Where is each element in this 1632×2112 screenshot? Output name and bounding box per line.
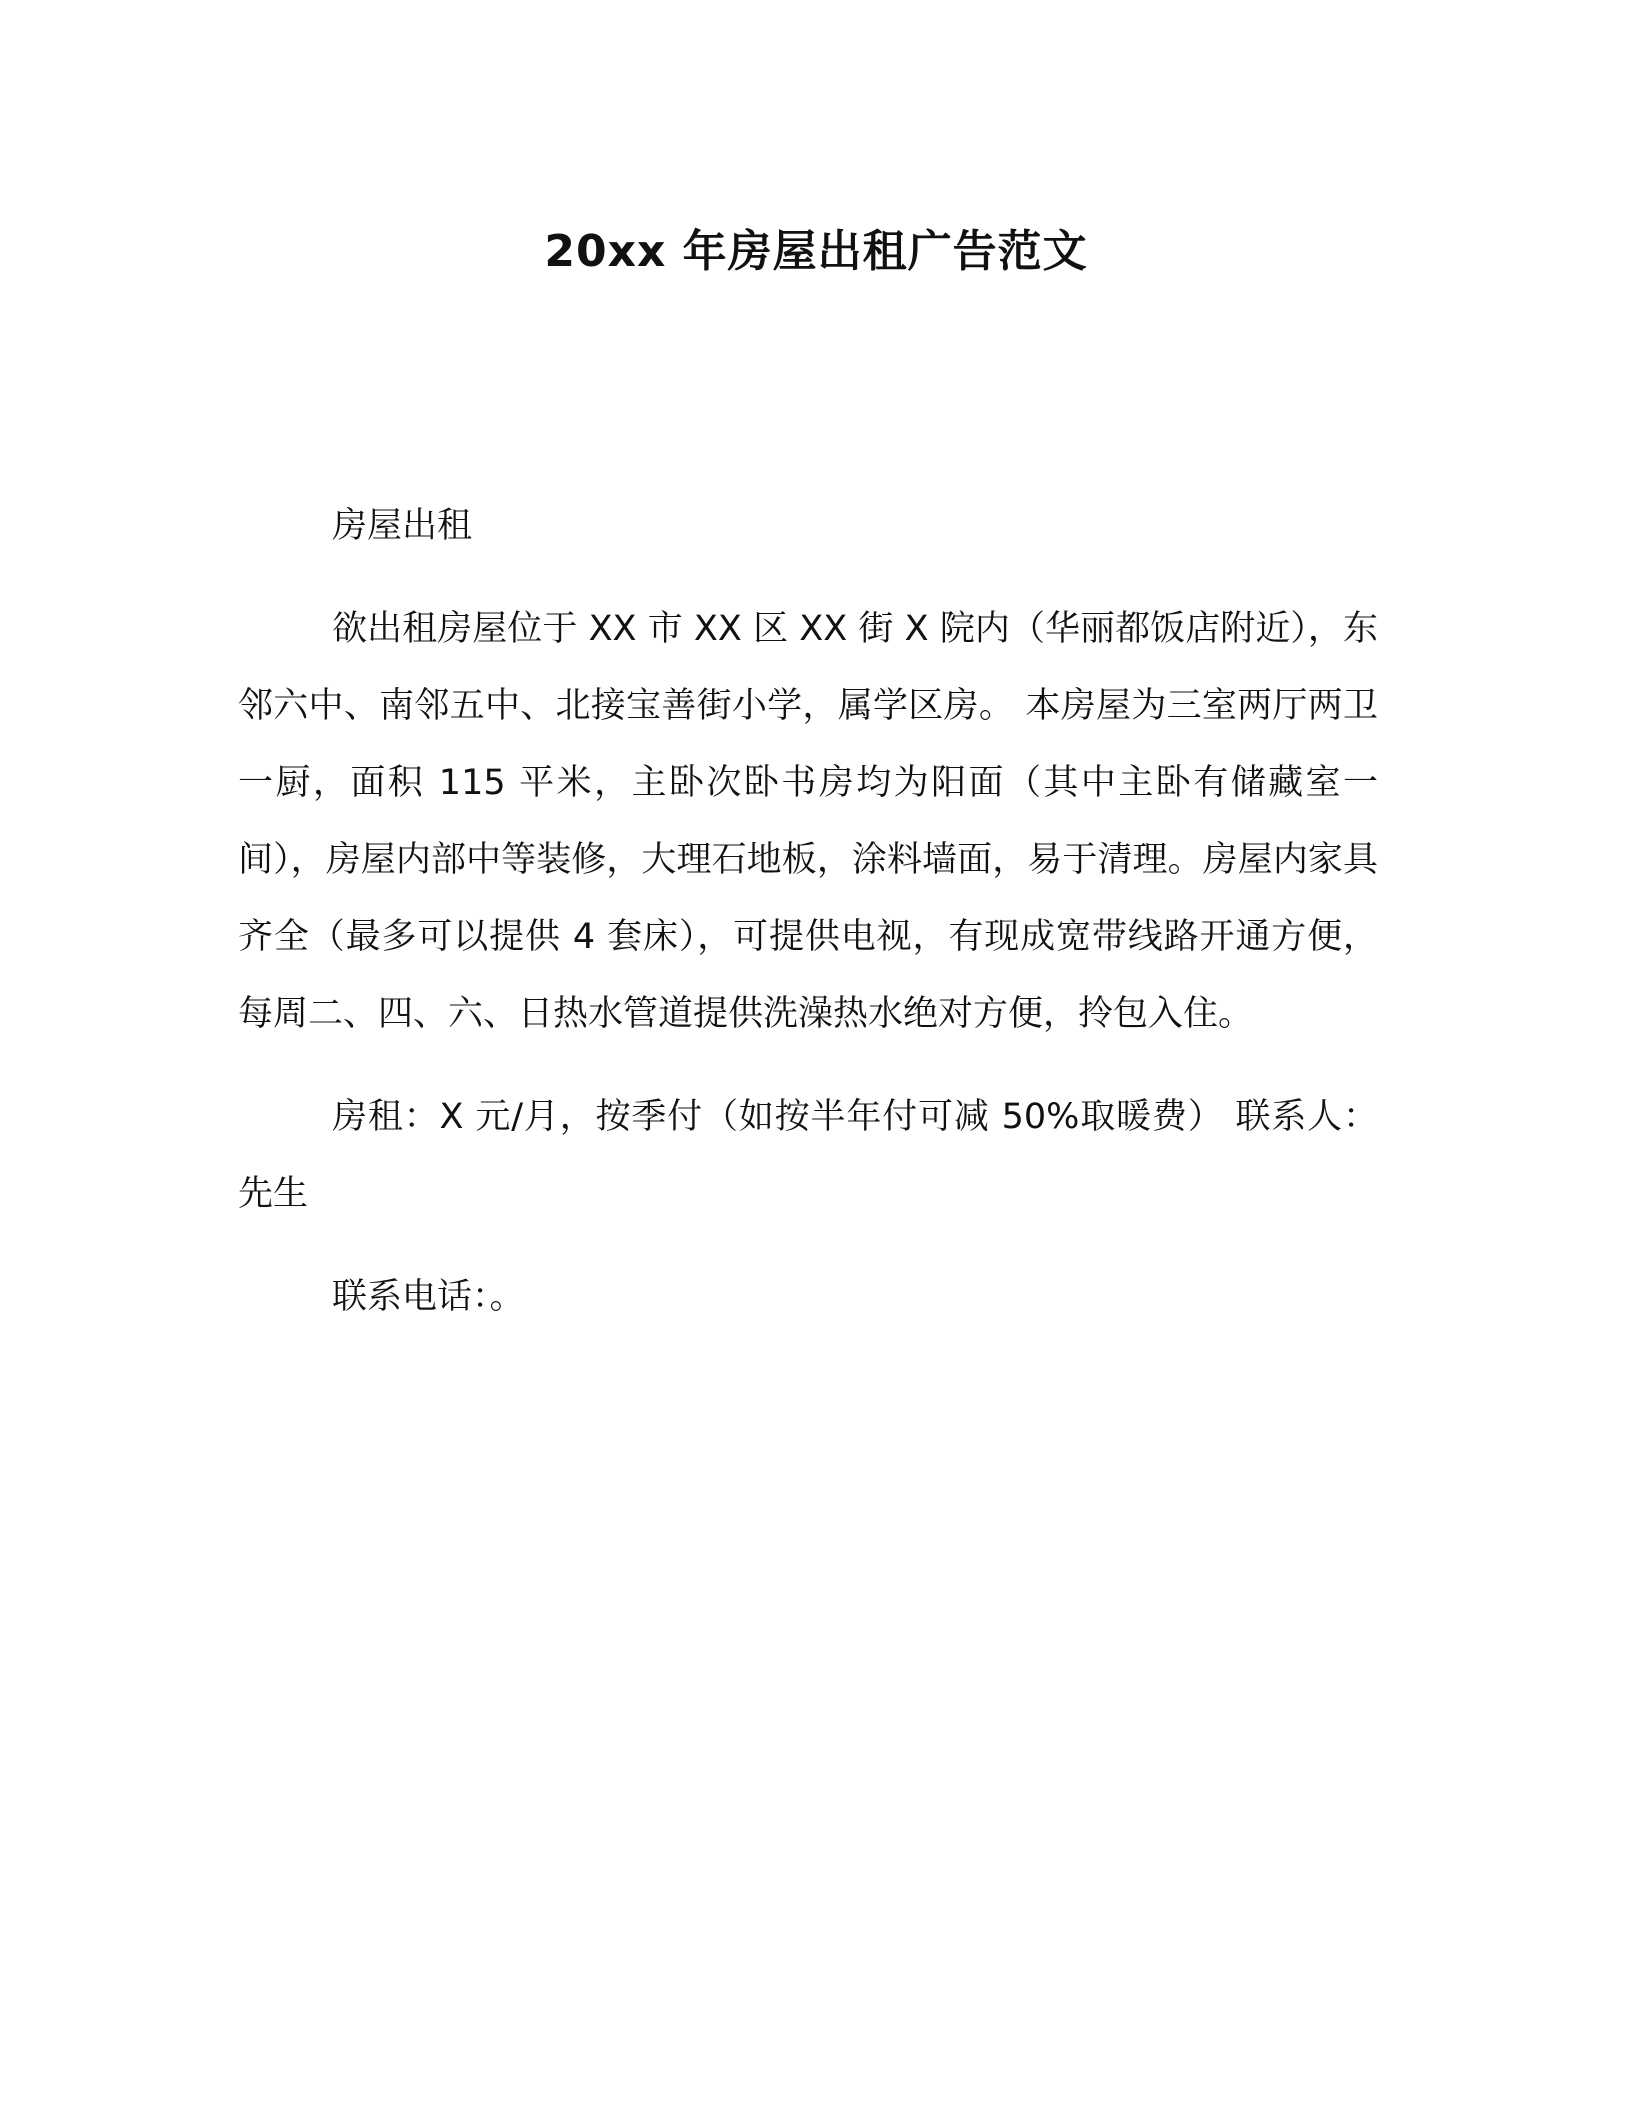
document-body <box>238 488 1378 1362</box>
description-paragraph: 欲出租房屋位于 XX 市 XX 区 XX 街 X 院内（华丽都饭店附近），东邻六中、南邻五中、北接宝善街小学，属学区房。 本房屋为三室两厅两卫一厨，面积 115 平米，主卧次卧书房均为阳面（其中主卧有储藏室一间），房屋内部中等装修，大理石地板，涂料墙面，易于清理。房屋内家具齐全（最多可以提供 4 套床），可提供电视，有现成宽带线路开通方便，每周二、四、六、日热水管道提供洗澡热水绝对方便，拎包入住。 <box>238 609 1378 1034</box>
phone-paragraph: 联系电话：。 <box>332 1277 525 1317</box>
section-heading: 房屋出租 <box>332 506 473 546</box>
rent-paragraph: 房租：X 元/月，按季付（如按半年付可减 50%取暖费） 联系人：先生 <box>238 1097 1378 1214</box>
document-title: 20xx 年房屋出租广告范文 <box>544 226 1088 277</box>
